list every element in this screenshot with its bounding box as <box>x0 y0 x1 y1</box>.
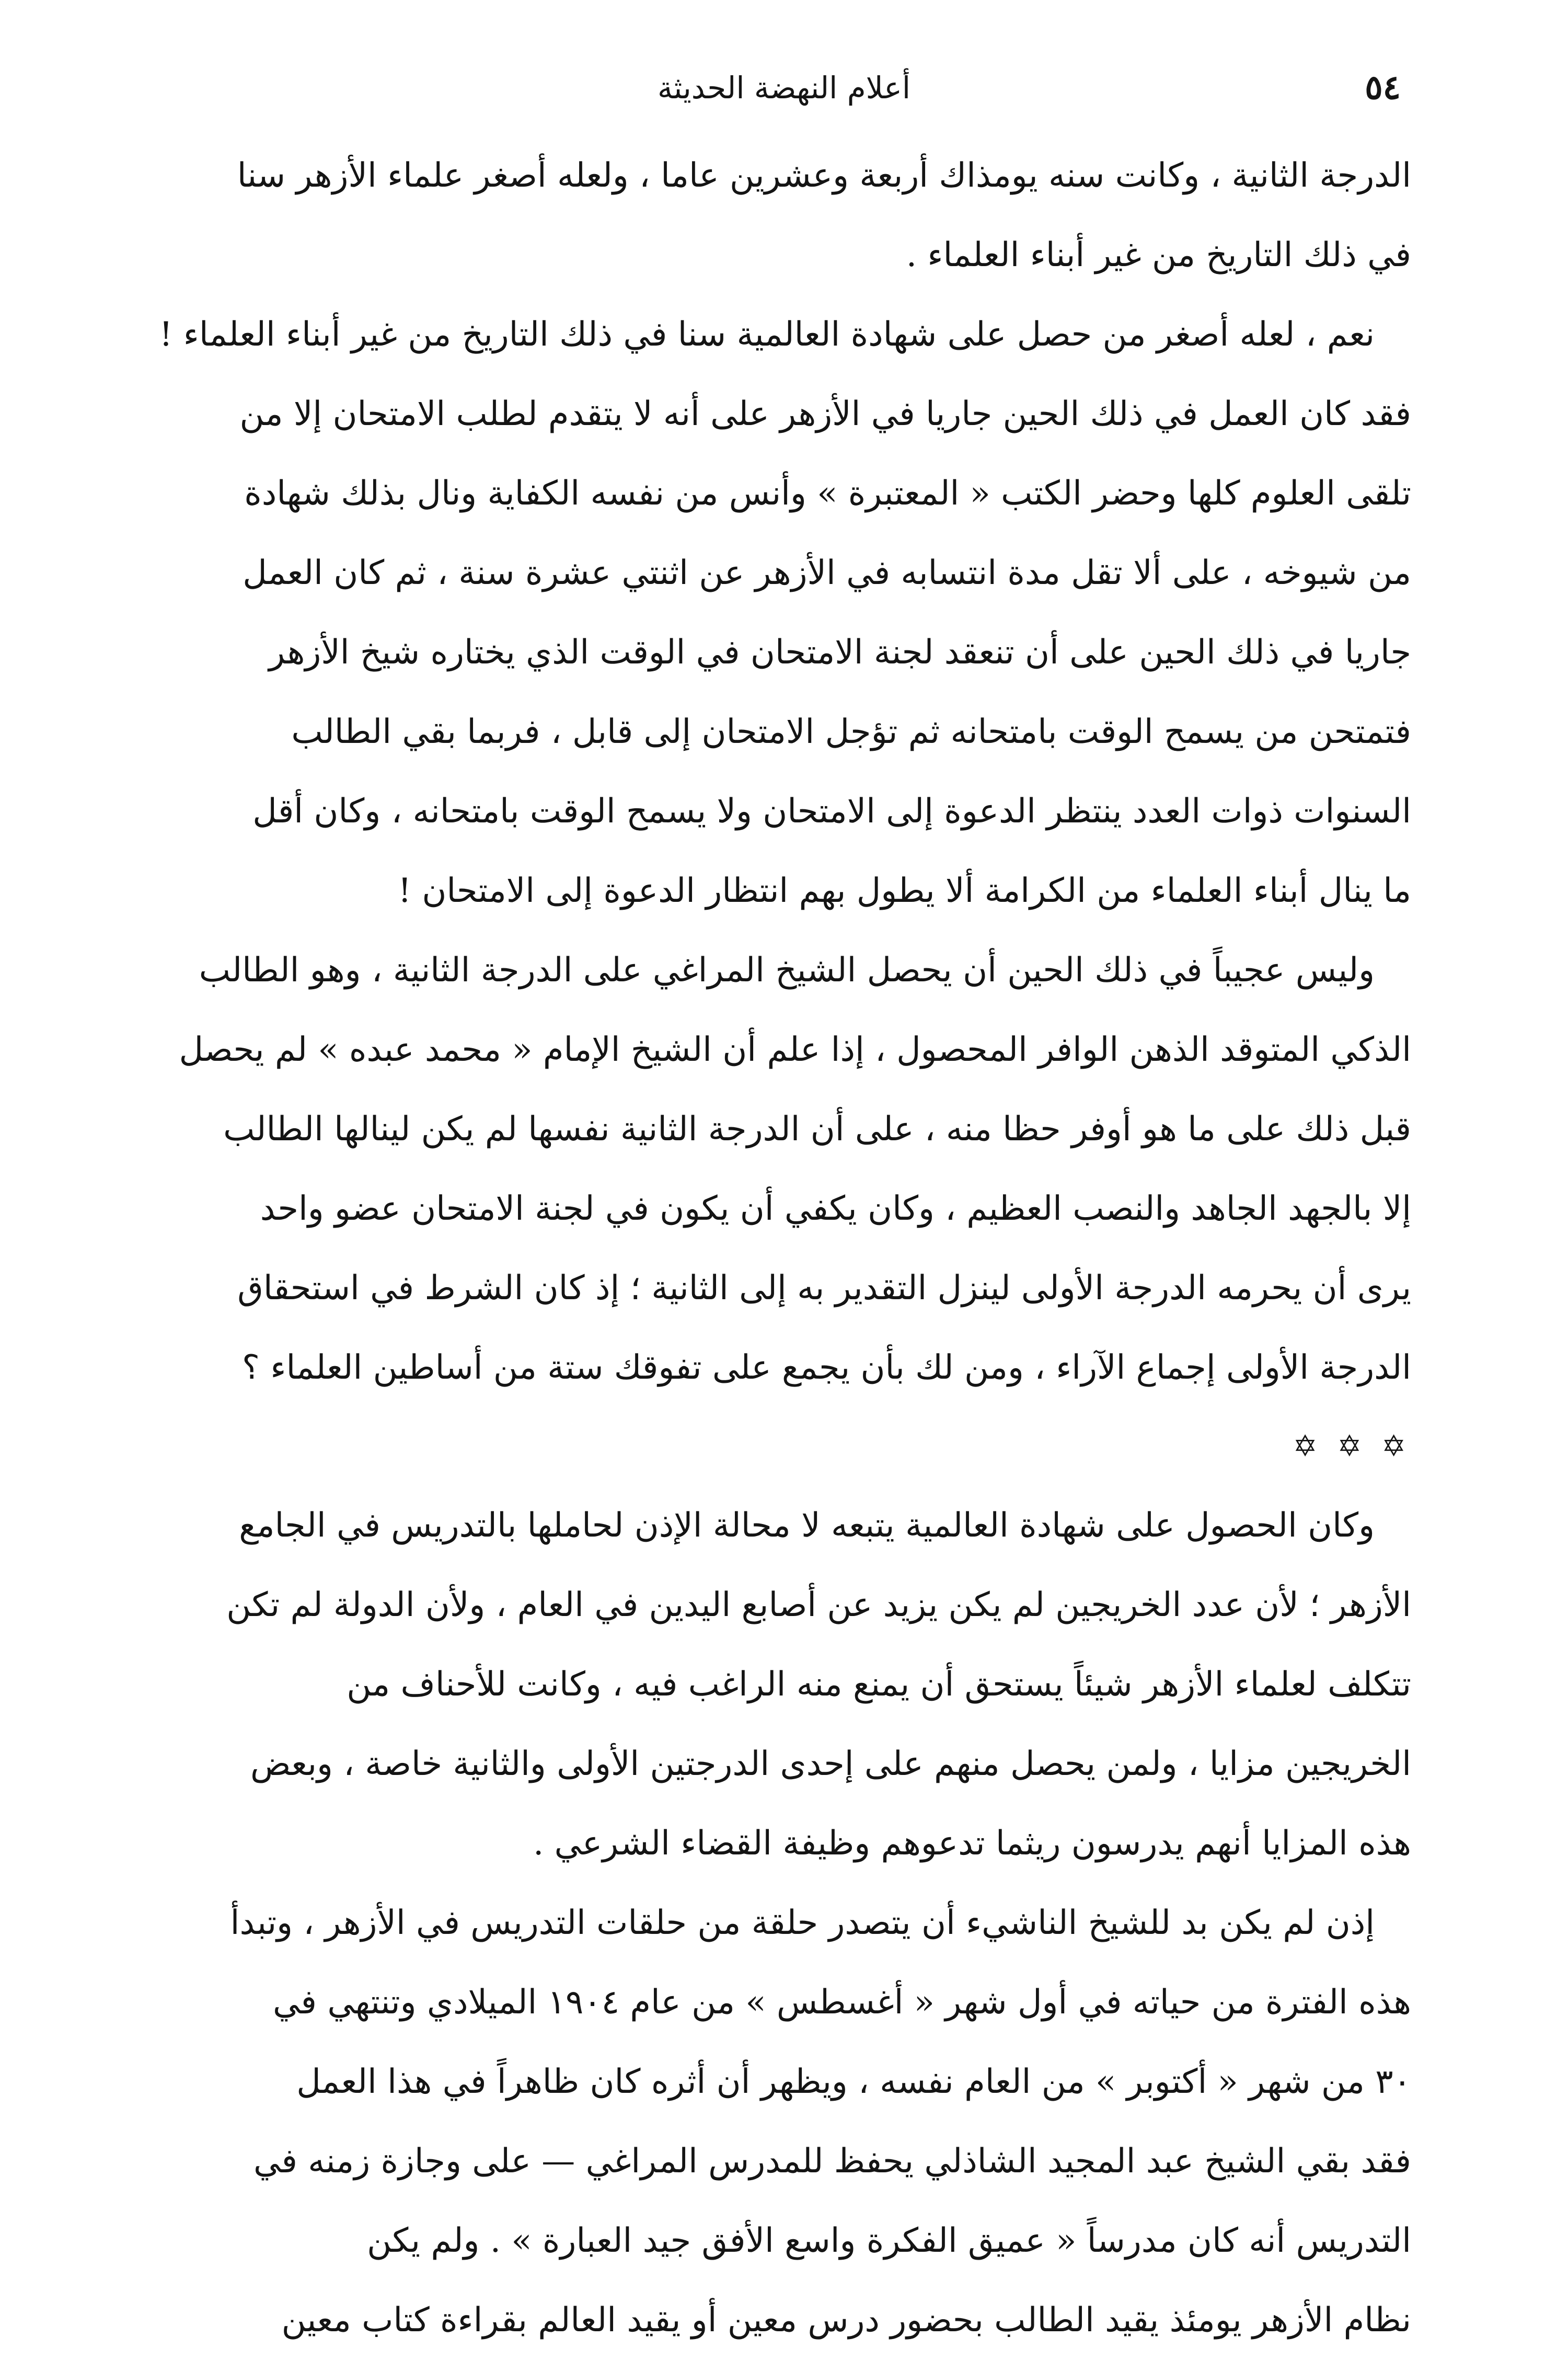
text-line: فقد كان العمل في ذلك الحين جاريا في الأزهر على أنه لا يتقدم لطلب الامتحان إلا من <box>239 395 1411 433</box>
text-line: الخريجين مزايا ، ولمن يحصل منهم على إحدى الدرجتين الأولى والثانية خاصة ، وبعض <box>250 1745 1411 1783</box>
running-title: أعلام النهضة الحديثة <box>658 70 910 106</box>
paragraph-1 <box>157 136 1411 295</box>
paragraph-3 <box>157 931 1411 1407</box>
text-line: نظام الأزهر يومئذ يقيد الطالب بحضور درس معين أو يقيد العالم بقراءة كتاب معين <box>281 2301 1411 2340</box>
text-line: التدريس أنه كان مدرساً « عميق الفكرة واسع الأفق جيد العبارة » . ولم يكن <box>367 2221 1411 2260</box>
text-line: قبل ذلك على ما هو أوفر حظا منه ، على أن الدرجة الثانية نفسها لم يكن لينالها الطالب <box>223 1110 1411 1149</box>
text-line: تلقى العلوم كلها وحضر الكتب « المعتبرة » وأنس من نفسه الكفاية ونال بذلك شهادة <box>244 474 1411 513</box>
text-line: فتمتحن من يسمح الوقت بامتحانه ثم تؤجل الامتحان إلى قابل ، فربما بقي الطالب <box>291 713 1411 751</box>
text-line: هذه المزايا أنهم يدرسون ريثما تدعوهم وظيفة القضاء الشرعي . <box>533 1824 1411 1863</box>
text-line: يرى أن يحرمه الدرجة الأولى لينزل التقدير به إلى الثانية ؛ إذ كان الشرط في استحقاق <box>237 1269 1411 1308</box>
text-line: في ذلك التاريخ من غير أبناء العلماء . <box>906 236 1411 274</box>
text-line: الأزهر ؛ لأن عدد الخريجين لم يكن يزيد عن أصابع اليدين في العام ، ولأن الدولة لم تكن <box>226 1586 1411 1624</box>
text-line: الذكي المتوقد الذهن الوافر المحصول ، إذا علم أن الشيخ الإمام « محمد عبده » لم يحصل <box>179 1030 1411 1069</box>
text-line: فقد بقي الشيخ عبد المجيد الشاذلي يحفظ للمدرس المراغي — على وجازة زمنه في <box>253 2142 1411 2181</box>
text-line: الدرجة الثانية ، وكانت سنه يومذاك أربعة وعشرين عاما ، ولعله أصغر علماء الأزهر سنا <box>237 156 1411 195</box>
text-line: جاريا في ذلك الحين على أن تنعقد لجنة الامتحان في الوقت الذي يختاره شيخ الأزهر <box>269 633 1411 672</box>
section-separator: ✡ ✡ ✡ <box>1293 1429 1411 1463</box>
text-line: الدرجة الأولى إجماع الآراء ، ومن لك بأن يجمع على تفوقك ستة من أساطين العلماء ؟ <box>242 1348 1411 1387</box>
book-page <box>157 58 1411 2340</box>
page-number: ٥٤ <box>1365 68 1401 107</box>
text-line: إلا بالجهد الجاهد والنصب العظيم ، وكان يكفي أن يكون في لجنة الامتحان عضو واحد <box>260 1189 1411 1228</box>
text-line: ما ينال أبناء العلماء من الكرامة ألا يطول بهم انتظار الدعوة إلى الامتحان ! <box>398 872 1411 910</box>
paragraph-4 <box>157 1486 1411 1883</box>
text-line: السنوات ذوات العدد ينتظر الدعوة إلى الامتحان ولا يسمح الوقت بامتحانه ، وكان أقل <box>252 792 1411 831</box>
body-text <box>157 136 1411 2360</box>
paragraph-5 <box>157 1883 1411 2360</box>
text-line: نعم ، لعله أصغر من حصل على شهادة العالمية سنا في ذلك التاريخ من غير أبناء العلماء ! <box>159 315 1375 354</box>
text-line: من شيوخه ، على ألا تقل مدة انتسابه في الأزهر عن اثنتي عشرة سنة ، ثم كان العمل <box>243 554 1411 592</box>
text-line: وليس عجيباً في ذلك الحين أن يحصل الشيخ المراغي على الدرجة الثانية ، وهو الطالب <box>199 951 1375 990</box>
text-line: وكان الحصول على شهادة العالمية يتبعه لا محالة الإذن لحاملها بالتدريس في الجامع <box>239 1506 1375 1545</box>
text-line: تتكلف لعلماء الأزهر شيئاً يستحق أن يمنع منه الراغب فيه ، وكانت للأحناف من <box>347 1665 1411 1704</box>
text-line: إذن لم يكن بد للشيخ الناشيء أن يتصدر حلقة من حلقات التدريس في الأزهر ، وتبدأ <box>230 1904 1375 1942</box>
text-line: هذه الفترة من حياته في أول شهر « أغسطس » من عام ١٩٠٤ الميلادي وتنتهي في <box>273 1983 1411 2022</box>
page-header <box>157 58 1411 120</box>
paragraph-2 <box>157 295 1411 931</box>
text-line: ٣٠ من شهر « أكتوبر » من العام نفسه ، ويظهر أن أثره كان ظاهراً في هذا العمل <box>296 2063 1411 2101</box>
